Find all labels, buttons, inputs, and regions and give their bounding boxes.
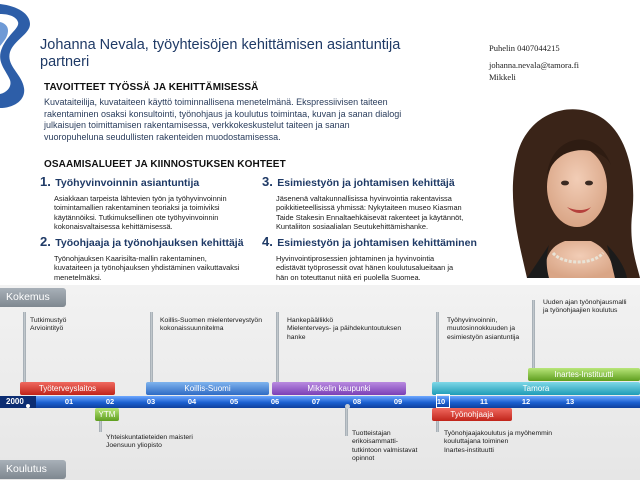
person-name-title [40,37,460,71]
note-line: erikoisammatti- [352,438,399,446]
desc-line: Hyvinvointiprosessien johtaminen ja hyvinvointia [276,254,435,263]
company-logo-swirl [0,0,34,110]
year-tick: 03 [146,397,156,406]
desc-line: Asiakkaan tarpeista lähtevien työn ja työhyvinvoinnin [54,194,227,203]
item-description [54,254,260,282]
phone-text: Puhelin 0407044215 [489,43,560,53]
desc-line: hän on toteuttanut niitä eri puolella Suomea. [276,272,421,282]
desc-line: toimintamallien rakentaminen teoriaksi ja toimiviksi [54,203,220,213]
desc-line: käytännöiksi. Tutkimuksellinen ote työhyvinvoinnin [54,212,219,222]
note-ytm [106,434,193,451]
year-tick: 02 [105,397,115,406]
timeline-stem [23,312,26,382]
expertise-item-1 [40,173,260,232]
item-description [54,194,260,232]
axis-marker [345,404,350,409]
expertise-item-3 [262,173,487,232]
year-tick: 01 [64,397,74,406]
note-line: Uuden ajan työnohjausmalli [543,299,627,306]
bar-tyonohjaaja: Työnohjaaja [432,408,512,421]
note-line: kouluttajana toiminen [444,438,509,446]
item-description [276,254,487,282]
note-line: Työhyvinvoinnin, [447,317,498,324]
year-tick: 05 [229,397,239,406]
expertise-item-4 [262,233,487,282]
year-tick: 04 [187,397,197,406]
item-number: 3. [262,174,273,189]
portrait-photo [487,95,640,278]
goals-line: rakentaminen osaksi konsultointi, työnohjaus ja koulutus toimintaa, kuvan ja sanan dialogi [44,108,402,119]
desc-line: kokonaisvaltaisessa kehittämisessä. [54,222,173,232]
desc-line: Taide Stakesin Ennaltaehkäisevät rakenteet ja käytännöt, [276,212,464,222]
note-line: tutkintoon valmistavat [352,446,418,454]
timeline-stem [150,312,153,382]
goals-line: julkaisujen toimittamisen rakentamisessa, verkkokeskustelut taiteen ja sanan [44,120,350,131]
item-title: Työhyvinvoinnin asiantuntija [55,177,200,189]
goals-line: Kuvataiteilija, kuvataiteen käyttö toiminnallisena menetelmänä. Ekspressiivisen taiteen [44,97,388,107]
year-tick: 08 [352,397,362,406]
item-number: 1. [40,174,51,189]
note-tuotteistaja [352,430,417,464]
note-line: Inartes-instituutti [444,446,494,454]
note-tyonohjausmalli [543,299,627,316]
item-title: Esimiestyön ja johtamisen kehittäminen [277,237,477,249]
koulutus-tab: Koulutus [0,460,66,479]
note-line: Työnohjaajakoulutus ja myöhemmin [444,430,553,437]
bar-inartes-instituutti: Inartes-Instituutti [528,368,640,381]
timeline-stem [436,420,439,432]
item-number: 2. [40,234,51,249]
note-tutkimustyo [30,317,66,334]
note-tyonohjaajakoulutus [444,430,552,455]
desc-line: menetelmäksi. [54,272,102,282]
item-description [276,194,487,232]
note-line: Mielenterveys- ja päihdekuntoutuksen [287,325,402,333]
bar-tyoterveyslaitos: Työterveyslaitos [20,382,115,395]
kokemus-tab: Kokemus [0,288,66,307]
expertise-item-2 [40,233,260,282]
year-tick: 09 [393,397,403,406]
year-tick: 12 [521,397,531,406]
bar-tamora: Tamora [432,382,640,395]
timeline-stem [436,312,439,382]
year-tick: 10 [436,397,446,406]
goals-title: TAVOITTEET TYÖSSÄ JA KEHITTÄMISESSÄ [44,82,259,93]
note-tamora-expert [447,317,519,342]
bar-ytm: YTM [95,408,119,421]
goals-line: vuoropuheluna seudullisten rakenteiden muodostamisessa. [44,131,281,142]
note-line: ja työnohjaajien koulutus [543,307,618,315]
note-line: Arviointityö [30,325,64,333]
contact-info [489,42,579,84]
email-text: johanna.nevala@tamora.fi [489,59,579,70]
goals-paragraph [44,97,484,143]
year-tick: 13 [565,397,575,406]
axis-highlight [436,394,450,408]
note-line: esimiestyön asiantuntija [447,333,520,341]
item-number: 4. [262,234,273,249]
expertise-title: OSAAMISALUEET JA KIINNOSTUKSEN KOHTEET [44,159,286,170]
year-tick: 06 [270,397,280,406]
note-line: Yhteiskuntatieteiden maisteri [106,434,193,441]
timeline-stem [99,420,102,432]
desc-line: edistävät työprosessit ovat hänen koulutusalueitaan ja [276,263,454,273]
note-line: Hankepäällikkö [287,317,334,324]
note-line: muutosinnokkuuden ja [447,325,516,333]
note-line: hanke [287,333,306,341]
year-tick: 07 [311,397,321,406]
desc-line: Jäsenenä valtakunnallisissa hyvinvointia rakentavissa [276,194,452,203]
note-line: kokonaissuunnitelma [160,325,224,333]
timeline-stem [276,312,279,382]
bar-mikkelin-kaupunki: Mikkelin kaupunki [272,382,406,395]
desc-line: poikkitieteellisissä yhmissä: Nykytaiteen museo Kiasman [276,203,462,213]
year-tick: 2000 [0,396,36,408]
note-line: opinnot [352,455,375,463]
city-text: Mikkeli [489,72,516,82]
note-line: Koillis-Suomen mielenterveystyön [160,317,262,324]
item-title: Työohjaaja ja työnohjauksen kehittäjä [55,237,244,249]
name-line-1: Johanna Nevala, työyhteisöjen kehittämisen asiantuntija [40,37,401,53]
bar-koillis-suomi: Koillis-Suomi [146,382,269,395]
desc-line: Kuntaliiton sosiaalialan Seutukehittämishanke. [276,222,429,232]
name-line-2: partneri [40,54,90,70]
note-hankepaallikko [287,317,401,342]
desc-line: Työnohjauksen Kaarisilta-mallin rakentaminen, [54,254,207,263]
note-koillis-suomi [160,317,262,334]
timeline-stem [532,300,535,368]
note-line: Tuotteistajan [352,430,391,437]
year-tick: 11 [480,397,488,406]
note-line: Tutkimustyö [30,317,67,324]
note-line: Joensuun yliopisto [106,442,162,450]
desc-line: kuvataiteen ja työnohjauksen yhdistäminen vaikuttavaksi [54,263,240,273]
item-title: Esimiestyön ja johtamisen kehittäjä [277,177,455,189]
axis-marker [26,404,30,408]
timeline-stem [345,408,348,436]
